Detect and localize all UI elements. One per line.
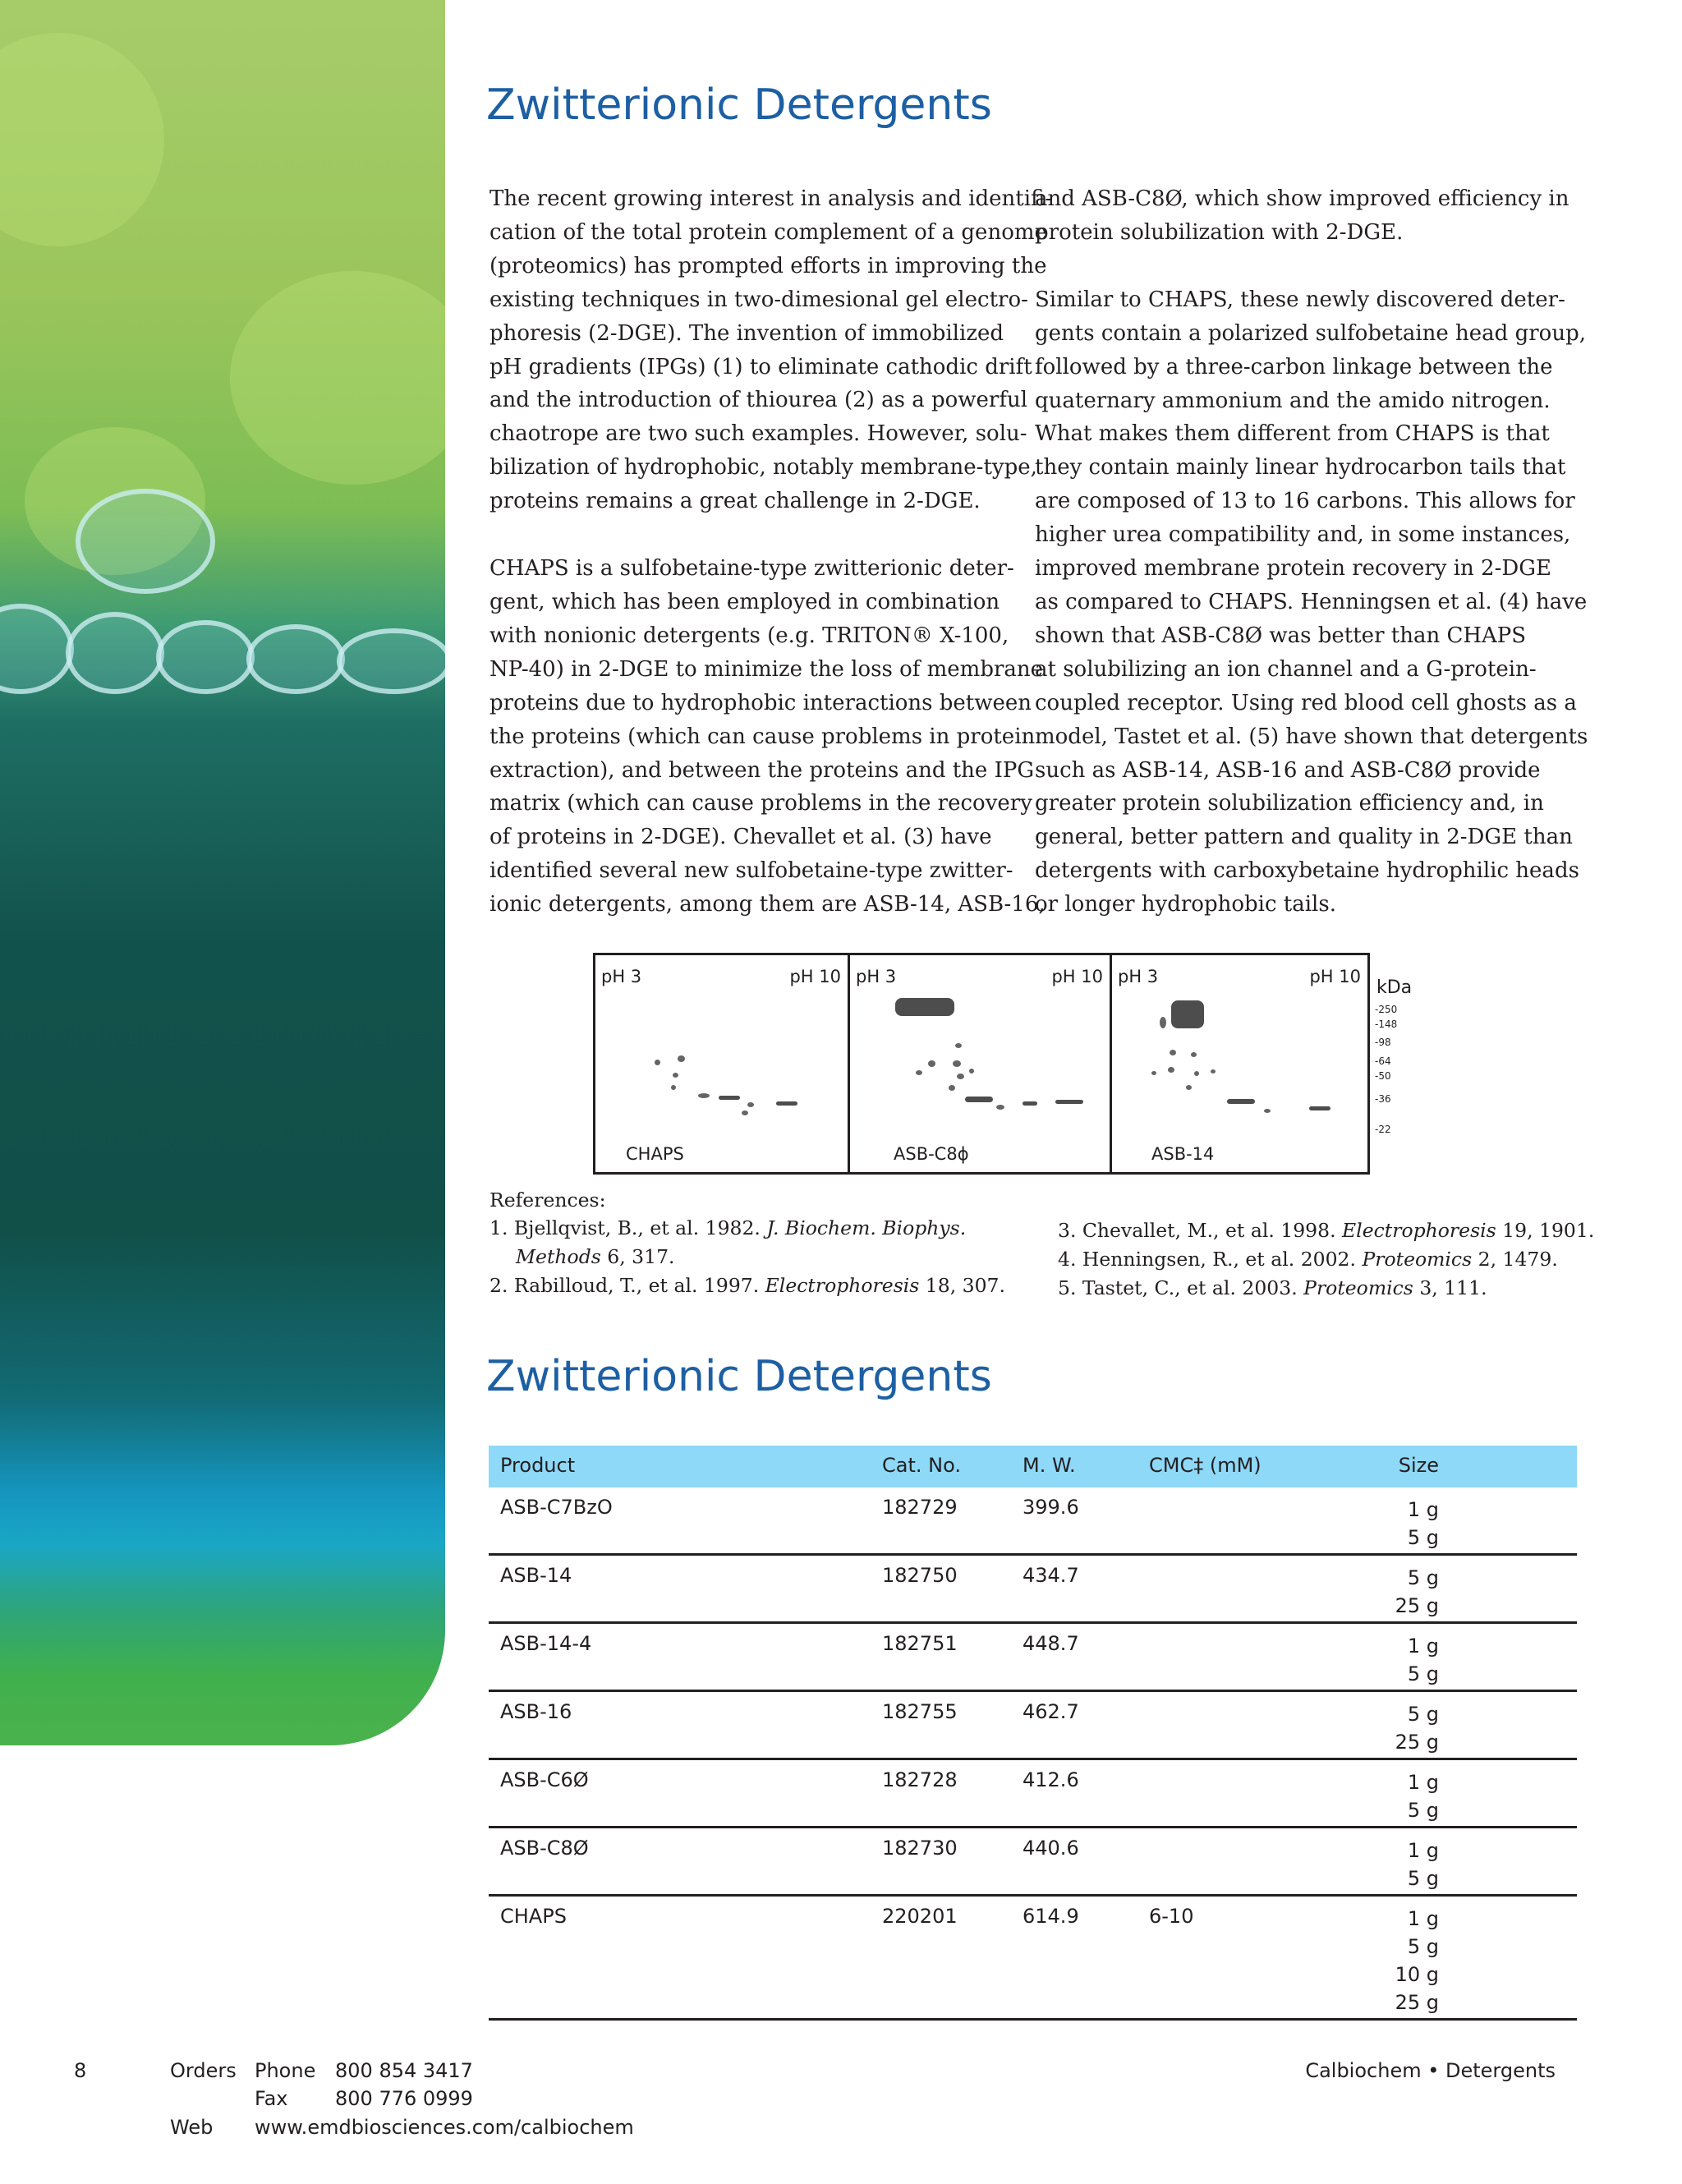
gel-ph-right: pH 10 [1309,967,1361,986]
cell-size [1395,1700,1439,1756]
text-line: (proteomics) has prompted efforts in improving the [489,253,1047,278]
text-line: general, better pattern and quality in 2-DGE than [1035,825,1573,850]
cell-mw: 462.7 [1023,1700,1079,1723]
reference-post: 6, 317. [600,1245,675,1268]
cell-mw: 399.6 [1023,1496,1079,1519]
header-mw: M. W. [1023,1454,1076,1477]
gel-marker: -148 [1375,1018,1398,1030]
cell-cat-no: 182751 [882,1632,958,1655]
reference-journal: Electrophoresis [765,1274,920,1297]
reference-post: 3, 111. [1413,1276,1487,1299]
text-line: higher urea compatibility and, in some instances, [1035,522,1571,548]
gel-label-chaps: CHAPS [626,1144,684,1164]
gel-ph-right: pH 10 [1051,967,1103,986]
cell-product: ASB-14 [500,1564,572,1587]
reference-line [1058,1245,1594,1274]
cell-size [1408,1768,1439,1824]
text-line: existing techniques in two-dimesional gel electro- [489,287,1028,312]
gel-ph-right: pH 10 [789,967,841,986]
cell-cat-no: 182728 [882,1768,958,1791]
reference-line [489,1243,1005,1271]
reference-line [1058,1216,1594,1245]
text-line: model, Tastet et al. (5) have shown that detergents [1035,724,1588,749]
cell-mw: 412.6 [1023,1768,1079,1791]
reference-journal: Electrophoresis [1342,1219,1496,1242]
page-number: 8 [74,2059,87,2082]
text-line: the proteins (which can cause problems in protein [489,724,1036,749]
table-row [489,1487,1577,1556]
table-row [489,1556,1577,1624]
cell-size [1408,1496,1439,1552]
text-line: protein solubilization with 2-DGE. [1035,219,1404,245]
cell-cat-no: 220201 [882,1905,958,1928]
gel-marker: -250 [1375,1004,1398,1015]
text-line: with nonionic detergents (e.g. TRITON® X-100, [489,623,1009,648]
cell-product: ASB-C8Ø [500,1837,589,1860]
text-line: gents contain a polarized sulfobetaine head group, [1035,320,1586,346]
decorative-bubble-image [0,0,445,1745]
cell-cat-no: 182750 [882,1564,958,1587]
table-row [489,1828,1577,1897]
text-line: improved membrane protein recovery in 2-DGE [1035,556,1551,582]
reference-post: 18, 307. [919,1274,1005,1297]
text-line: proteins due to hydrophobic interactions between [489,690,1032,715]
size-option: 25 g [1395,1991,1439,2014]
paragraph [1035,283,1588,922]
size-option: 5 g [1407,1566,1439,1589]
reference-journal: Proteomics [1362,1248,1473,1271]
fax-label: Fax [255,2087,288,2110]
references-title: References: [489,1189,606,1212]
gel-panel-asb-c8 [848,953,1112,1175]
table-header [489,1446,1577,1487]
body-left-column [489,182,1053,955]
reference-line [1058,1274,1594,1303]
text-line: proteins remains a great challenge in 2-DGE. [489,489,981,514]
cell-size [1395,1564,1439,1620]
paragraph [1035,182,1569,250]
reference-journal: J. Biochem. Biophys. [766,1216,967,1239]
text-line: pH gradients (IPGs) (1) to eliminate cathodic drift [489,354,1032,379]
web-label: Web [170,2116,214,2139]
text-line: greater protein solubilization efficiency and, in [1035,791,1544,816]
text-line: at solubilizing an ion channel and a G-protein- [1035,656,1537,682]
text-line: followed by a three-carbon linkage between the [1035,354,1553,379]
size-option: 1 g [1407,1771,1439,1794]
text-line: chaotrope are two such examples. However, solu- [489,421,1027,447]
reference-line [489,1271,1005,1300]
text-line: they contain mainly linear hydrocarbon tails that [1035,455,1566,480]
text-line: are composed of 13 to 16 carbons. This allows for [1035,489,1575,514]
product-table [489,1446,1577,2021]
text-line: or longer hydrophobic tails. [1035,892,1336,917]
text-line: What makes them different from CHAPS is that [1035,421,1550,447]
phone-number: 800 854 3417 [335,2059,473,2082]
references-right [1058,1216,1594,1303]
orders-label: Orders [170,2059,237,2082]
table-row [489,1897,1577,2021]
2d-gel-figure [593,953,1413,1175]
text-line: gent, which has been employed in combination [489,589,1000,614]
gel-marker: -64 [1375,1055,1391,1067]
size-option: 25 g [1395,1594,1439,1617]
gel-marker: -50 [1375,1070,1391,1082]
gel-kda-unit: kDa [1376,977,1413,998]
cell-mw: 614.9 [1023,1905,1079,1928]
text-line: shown that ASB-C8Ø was better than CHAPS [1035,623,1527,648]
cell-product: ASB-14-4 [500,1632,592,1655]
gel-marker: -98 [1375,1037,1391,1048]
gel-ph-left: pH 3 [1118,967,1159,986]
text-line: identified several new sulfobetaine-type zwitter- [489,858,1013,884]
paragraph [489,182,1053,518]
body-right-column [1035,182,1588,955]
cell-cat-no: 182730 [882,1837,958,1860]
cell-cmc: 6-10 [1149,1905,1194,1928]
text-line: coupled receptor. Using red blood cell ghosts as a [1035,690,1577,715]
cell-cat-no: 182729 [882,1496,958,1519]
text-line: The recent growing interest in analysis and identifi- [489,186,1053,211]
text-line: cation of the total protein complement of a genome [489,219,1047,245]
text-line: as compared to CHAPS. Henningsen et al. (4) have [1035,589,1588,614]
references-left [489,1214,1005,1300]
paragraph [489,552,1046,922]
gel-marker: -22 [1375,1124,1391,1135]
cell-mw: 448.7 [1023,1632,1079,1655]
text-line: such as ASB-14, ASB-16 and ASB-C8Ø provide [1035,757,1541,783]
reference-line [489,1214,1005,1243]
size-option: 25 g [1395,1731,1439,1754]
cell-product: ASB-C7BzO [500,1496,613,1519]
text-line: phoresis (2-DGE). The invention of immobilized [489,320,1004,346]
cell-size [1408,1632,1439,1688]
reference-post: 2, 1479. [1472,1248,1558,1271]
gel-marker: -36 [1375,1093,1391,1105]
reference-journal: Methods [516,1245,601,1268]
size-option: 5 g [1407,1867,1439,1890]
reference-pre: 3. Chevallet, M., et al. 1998. [1058,1219,1343,1242]
text-line: ionic detergents, among them are ASB-14, ASB-16, [489,892,1046,917]
text-line: and the introduction of thiourea (2) as a powerful [489,388,1028,413]
page-title: Zwitterionic Detergents [486,80,992,130]
gel-label-asb-c8: ASB-C8ϕ [894,1144,969,1164]
reference-pre: 2. Rabilloud, T., et al. 1997. [489,1274,765,1297]
web-link[interactable]: www.emdbiosciences.com/calbiochem [255,2116,634,2139]
cell-product: CHAPS [500,1905,567,1928]
header-cmc: CMC‡ (mM) [1149,1454,1262,1477]
size-option: 1 g [1407,1635,1439,1658]
text-line: extraction), and between the proteins and the IPG [489,757,1035,783]
table-title: Zwitterionic Detergents [486,1352,992,1401]
size-option: 1 g [1407,1498,1439,1521]
size-option: 5 g [1407,1799,1439,1822]
gel-ph-left: pH 3 [601,967,642,986]
text-line: matrix (which can cause problems in the recovery [489,791,1032,816]
gel-ph-left: pH 3 [856,967,897,986]
reference-journal: Proteomics [1303,1276,1413,1299]
reference-pre: 1. Bjellqvist, B., et al. 1982. [489,1216,767,1239]
brand-footer: Calbiochem • Detergents [1305,2059,1556,2082]
cell-mw: 434.7 [1023,1564,1079,1587]
text-line: CHAPS is a sulfobetaine-type zwitterionic deter- [489,556,1014,582]
size-option: 5 g [1407,1526,1439,1549]
cell-product: ASB-16 [500,1700,572,1723]
reference-post: 19, 1901. [1496,1219,1595,1242]
text-line: NP-40) in 2-DGE to minimize the loss of membrane [489,656,1044,682]
text-line: bilization of hydrophobic, notably membrane-type, [489,455,1037,480]
text-line: of proteins in 2-DGE). Chevallet et al. (3) have [489,825,992,850]
size-option: 10 g [1395,1963,1439,1986]
header-size: Size [1398,1454,1439,1477]
size-option: 1 g [1407,1839,1439,1862]
cell-product: ASB-C6Ø [500,1768,589,1791]
size-option: 5 g [1407,1703,1439,1726]
gel-panel-chaps [593,953,850,1175]
gel-panel-asb-14 [1110,953,1370,1175]
cell-cat-no: 182755 [882,1700,958,1723]
fax-number: 800 776 0999 [335,2087,473,2110]
header-cat-no: Cat. No. [882,1454,961,1477]
table-row [489,1760,1577,1828]
cell-mw: 440.6 [1023,1837,1079,1860]
reference-pre: 5. Tastet, C., et al. 2003. [1058,1276,1304,1299]
table-row [489,1624,1577,1692]
header-product: Product [500,1454,576,1477]
text-line: quaternary ammonium and the amido nitrogen. [1035,388,1551,413]
reference-pre: 4. Henningsen, R., et al. 2002. [1058,1248,1363,1271]
phone-label: Phone [255,2059,316,2082]
text-line: detergents with carboxybetaine hydrophilic heads [1035,858,1579,884]
cell-size [1395,1905,1439,2016]
size-option: 1 g [1407,1907,1439,1930]
cell-size [1408,1837,1439,1892]
table-row [489,1692,1577,1760]
size-option: 5 g [1407,1935,1439,1958]
text-line: and ASB-C8Ø, which show improved efficiency in [1035,186,1569,211]
text-line: Similar to CHAPS, these newly discovered deter- [1035,287,1565,312]
size-option: 5 g [1407,1662,1439,1685]
gel-label-asb-14: ASB-14 [1151,1144,1215,1164]
